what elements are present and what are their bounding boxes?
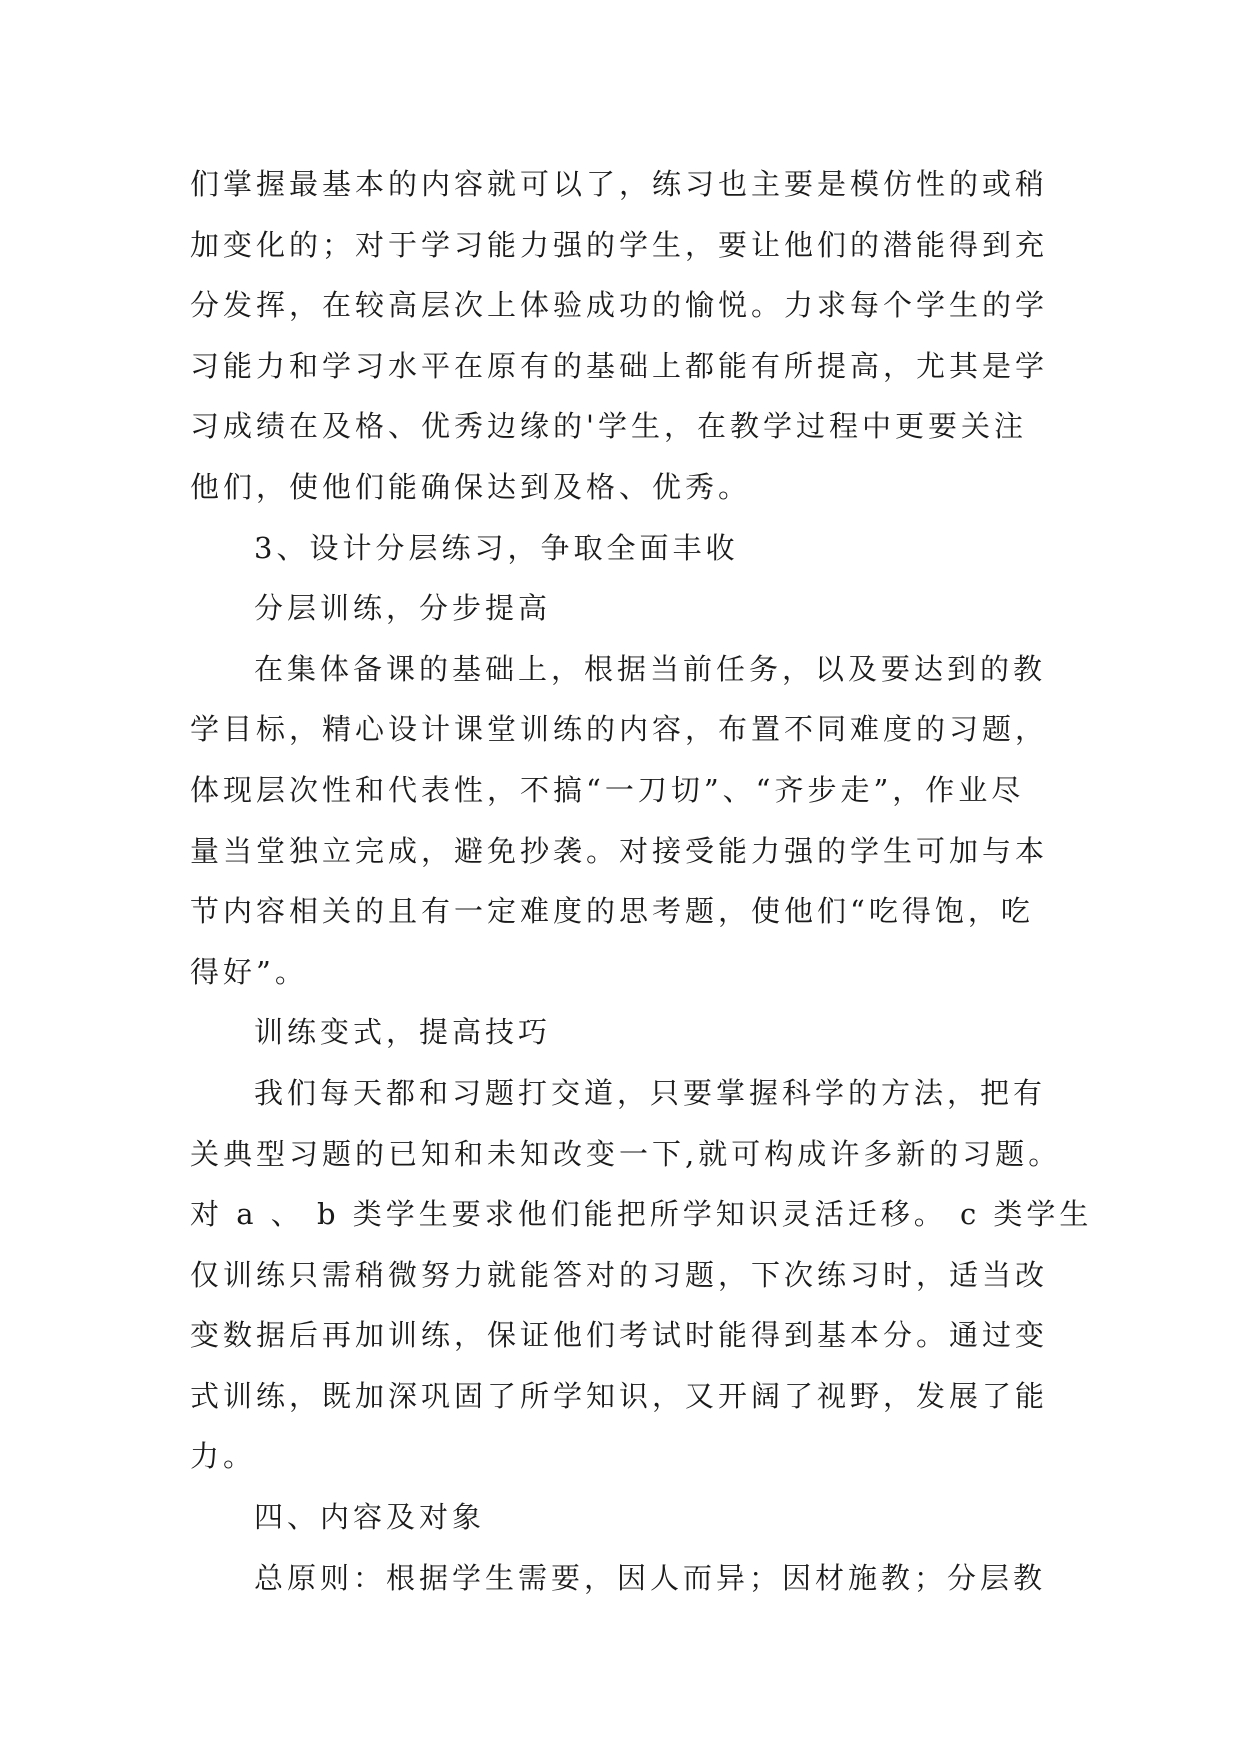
text-line: 习成绩在及格、优秀边缘的'学生，在教学过程中更要关注 [190, 409, 1027, 444]
document-body [190, 154, 1093, 1608]
text-line: 节内容相关的且有一定难度的思考题，使他们“吃得饱，吃 [190, 894, 1034, 929]
text-line: 分层训练，分步提高 [254, 591, 552, 626]
text-line: 总原则：根据学生需要，因人而异；因材施教；分层教 [254, 1560, 1047, 1595]
text-line: 加变化的；对于学习能力强的学生，要让他们的潜能得到充 [190, 227, 1049, 262]
text-line: 对 a 、 b 类学生要求他们能把所学知识灵活迁移。 c 类学生 [190, 1197, 1093, 1232]
text-line: 他们，使他们能确保达到及格、优秀。 [190, 469, 752, 504]
text-line: 量当堂独立完成，避免抄袭。对接受能力强的学生可加与本 [190, 833, 1049, 868]
text-line: 力。 [190, 1439, 257, 1474]
text-line: 仅训练只需稍微努力就能答对的习题，下次练习时，适当改 [190, 1257, 1049, 1292]
text-line: 在集体备课的基础上，根据当前任务，以及要达到的教 [254, 651, 1047, 686]
text-line: 训练变式，提高技巧 [254, 1015, 552, 1050]
text-line: 得好”。 [190, 954, 308, 989]
text-line: 关典型习题的已知和未知改变一下,就可构成许多新的习题。 [190, 1136, 1062, 1171]
text-line: 分发挥，在较高层次上体验成功的愉悦。力求每个学生的学 [190, 288, 1049, 323]
text-line: 体现层次性和代表性，不搞“一刀切”、“齐步走”，作业尽 [190, 772, 1025, 807]
text-line: 们掌握最基本的内容就可以了，练习也主要是模仿性的或稍 [190, 167, 1049, 201]
text-line: 学目标，精心设计课堂训练的内容，布置不同难度的习题， [190, 712, 1049, 747]
text-line: 四、内容及对象 [254, 1500, 486, 1535]
text-line: 式训练，既加深巩固了所学知识，又开阔了视野，发展了能 [190, 1378, 1049, 1413]
text-line: 变数据后再加训练，保证他们考试时能得到基本分。通过变 [190, 1318, 1049, 1353]
text-line: 习能力和学习水平在原有的基础上都能有所提高，尤其是学 [190, 348, 1049, 383]
text-line: 3、设计分层练习，争取全面丰收 [254, 530, 739, 565]
text-line: 我们每天都和习题打交道，只要掌握科学的方法，把有 [254, 1075, 1047, 1110]
